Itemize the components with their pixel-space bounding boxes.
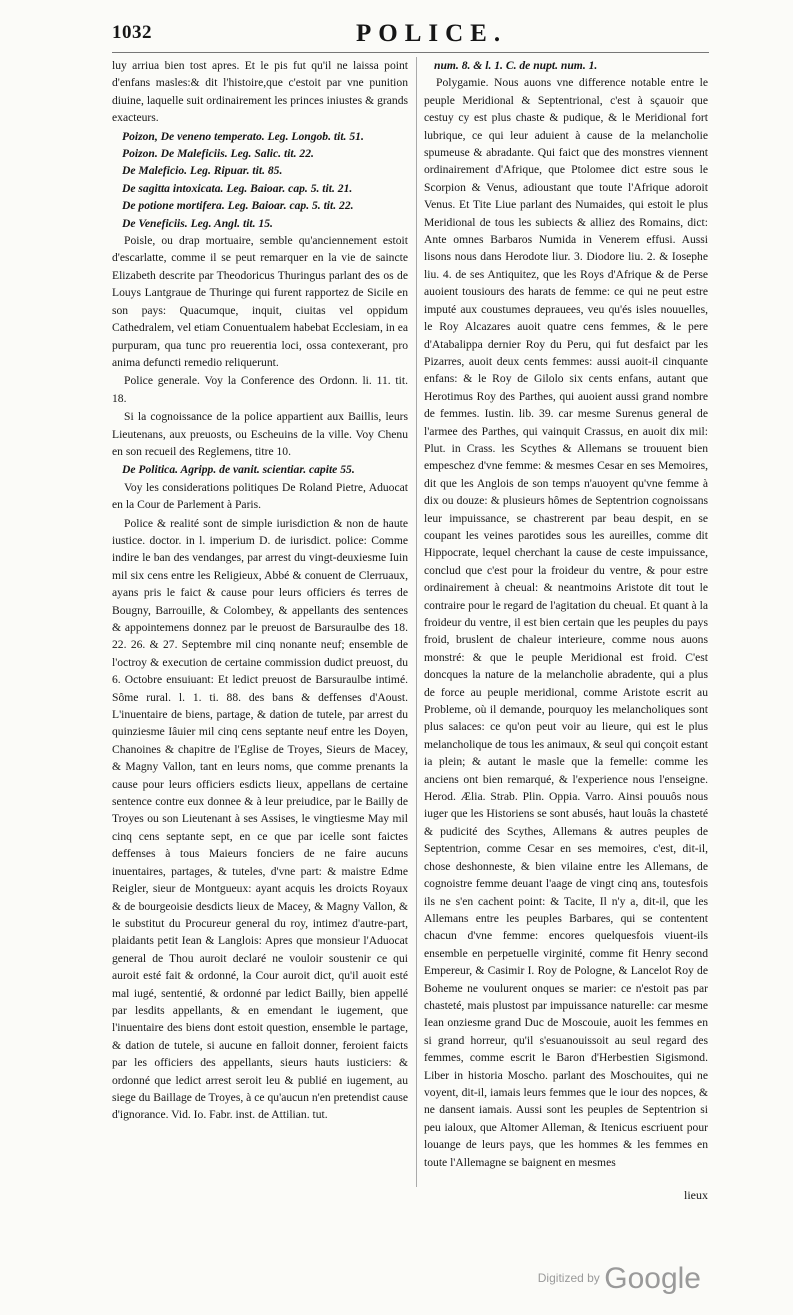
citation-line: Poizon, De veneno temperato. Leg. Longob. tit. 51. bbox=[122, 129, 364, 143]
citation-line: num. 8. & l. 1. C. de nupt. num. 1. bbox=[434, 59, 598, 72]
citation-line: De Politica. Agripp. de vanit. scientiar. capite 55. bbox=[122, 463, 355, 477]
digitized-by-label: Digitized by bbox=[537, 1271, 600, 1285]
paragraph: Si la cognoissance de la police appartient aux Baillis, leurs Lieutenans, aux preuosts, ou Escheuins de la ville. Voy Chenu en son recueil des Reglemens, titre 10. bbox=[112, 410, 408, 458]
catchword: lieux bbox=[684, 1188, 708, 1202]
paragraph: luy arriua bien tost apres. Et le pis fut qu'il ne laissa point d'enfans masles:& dit l'histoire,que c'estoit par vne punition diuine, laquelle suit ordinairement les princes iniustes & grands exacteurs. bbox=[112, 59, 408, 125]
right-column bbox=[424, 57, 708, 1172]
running-head: POLICE. bbox=[356, 20, 508, 47]
paragraph: Police generale. Voy la Conference des Ordonn. li. 11. tit. 18. bbox=[112, 374, 408, 405]
citation-line: De Veneficiis. Leg. Angl. tit. 15. bbox=[122, 216, 273, 230]
header-rule bbox=[112, 52, 709, 53]
google-logo: Google bbox=[604, 1262, 701, 1295]
citation-line: De Maleficio. Leg. Ripuar. tit. 85. bbox=[122, 164, 283, 178]
citation-line: De potione mortifera. Leg. Baioar. cap. 5. tit. 22. bbox=[122, 199, 354, 213]
paragraph: Polygamie. Nous auons vne difference notable entre le peuple Meridional & Septentrional, c'est à sçauoir que cestuy cy est plus chaste & pudique, & le Meridional fort lubrique, ce qui leur aduient à cause de la melancholie spumeuse & abradante. Qui faict que des monstres viennent ordinairement d'Afrique, que Ptolomee dict estre sous le Scorpion & Venus, adioustant que toute l'Afrique adoroit Venus. Et Tite Liue parlant des Numaides, qui estoit le plus Meridional de tous les subiects & alliez des Romains, dict: Ante omnes Barbaros Numida in Venerem effusi. Aussi lisons nous dans Herodote liur. 3. Diodore liu. 2. & Iosephe liu. 4. de ses Antiquitez, que les Roys d'Afrique & de Perse auoient tousiours des harats de femme: ce qui ne peut estre imputé aux coustumes deprauees, veu qu'és isles nouuelles, le Roy Alcazares auoit quatre cens femmes, & le pere d'Atabalippa dernier Roy du Peru, qui fut desfaict par les Pizarres, auoit deux cents femmes: aussi auoit-il cinquante enfans: & le Roy de Gilolo six cents enfans, autant que Herotimus Roy des Parthes, qui auoient aussi grand nombre de femmes. Iustin. lib. 39. car mesme Surenus general de l'armee des Parthes, qui vainquit Crassus, en auoit dix mil: Plut. in Crass. les Scythes & Allemans se trouuent bien empeschez d'vne femme: & mesmes Cesar en ses Memoires, dit que les Anglois de son temps n'auoyent qu'vne femme à dix ou douze: & plusieurs hômes de Septentrion cognoissans leur impuissance, se chastrerent par beau despit, en se coupant les veines parotides sous les aureilles, comme dit Hippocrate, lequel cherchant la cause de ceste impuissance, conclud que c'est pour la froideur du ventre, & pour estre ordinairement à cheual: & neantmoins Aristote dit tout le contraire pour le regard de l'agitation du cheual. Et quant à la froideur du ventre, il est bien certain que les peuples du pays froid, bruslent de chaleur interieure, comme nous auons monstré: & que le peuple Meridional est froid. C'est doncques la nature de la melancholie abradente, qui a plus de force au peuple meridional, comme Aristote escrit au Probleme, où il demande, pourquoy les melancholiques sont plus salaces: ce qu'on peut voir au lieure, qui est le plus melancholique de tous les animaux, & seul qui conçoit estant ia plein; & autant le masle que la femelle: comme les anciens ont bien remarqué, & l'experience nous l'enseigne. Herod. Ælia. Strab. Plin. Oppia. Varro. Ainsi pouuôs nous iuger que les Historiens se sont abusés, haut louâs la chasteté & pudicité des Scythes, Allemans & autres peuples de Septentrion, comme Cesar en ses memoires, c'est, dit-il, chose deshonneste, & bien vilaine entre les Allemans, de cognoistre femme deuant l'aage de vingt cinq ans, toutesfois ils ne s'en cachent point: & Tacite, Il n'y a, dit-il, que les Allemans entre les peuples Barbares, qui se contentent chacun d'vne femme: encores quelquesfois viuent-ils ensemble en perpetuelle virginité, comme fit Henry second Empereur, & Casimir I. Roy de Pologne, & Lancelot Roy de Boheme ne voulurent onques se marier: ce n'estoit pas par chasteté, mais plustost par impuissance naturelle: car mesme Iean onziesme grand Duc de Moscouie, auoit les femmes en si grand horreur, qu'il s'esuanouissoit au seul regard des femmes, comme escrit le Baron d'Herbestien Sigismond. Liber in historia Moscho. parlant des Moschouites, qui ne voyent, dit-il, iamais leurs femmes que le iour des nopces, & ne dansent iamais. Aussi sont les peuples de Septentrion si peu ialoux, que Altomer Alleman, & Itenicus escriuent pour louange de leurs pays, que les hommes & les femmes en toute l'Allemagne se baignent en mesmes bbox=[424, 76, 708, 1169]
paragraph: Poisle, ou drap mortuaire, semble qu'anciennement estoit d'escarlatte, comme il se peut remarquer en la vie de saincte Elizabeth descrite par Theodoricus Thuringus parlant des os de Louys Lantgraue de Thuringe qui furent rapportez de Sicile en son pays: Quacumque, inquit, ciuitas vel oppidum Cathedralem, vel etiam Conuentualem habebat Ecclesiam, in ea purpuram, qua tunc pro reuerentia loci, ossa contexerant, pro anima defuncti remedio reliquerunt. bbox=[112, 234, 408, 369]
page-number: 1032 bbox=[112, 22, 152, 43]
left-column bbox=[112, 57, 408, 1125]
citation-line: Poizon. De Maleficiis. Leg. Salic. tit. 22. bbox=[122, 147, 314, 161]
paragraph: Police & realité sont de simple iurisdiction & non de haute iustice. doctor. in l. imperium D. de iurisdict. police: Comme indire le ban des vendanges, par arrest du vingt-deuxiesme Iuin mil six cens entre les Religieux, Abbé & conuent de Clerruaux, ayans pris le faict & cause pour leurs officiers és terres de Bougny, Barrouille, & Colombey, & appellants des sentences & appointemens donnez par le preuost de Barsuraulbe des 18. 22. 26. & 27. Septembre mil cinq nonante neuf; ensemble de l'octroy & execution de certaine commission dudict preuost, du 6. Octobre ensuiuant: Et ledict preuost de Barsuraulbe intimé. Sôme rural. l. 1. ti. 88. des bans & deffenses d'Aoust. L'inuentaire de biens, partage, & dation de tutele, par arrest du quinziesme Iâuier mil cinq cens septante neuf entre les Doyen, Chanoines & chapitre de l'Eglise de Troyes, Sieurs de Macey, & Magny Vallon, tant en leurs noms, que comme prenants la cause pour leurs officiers esdicts lieux, appellans de certaine sentence contre eux donnee & à leur preiudice, par le Bailly de Troyes ou son Lieutenant à ses Assises, le vingtiesme May mil cinq cens septante sept, en ce que par icelle sont faictes deffenses à tous Maieurs fonciers de ne faire aucuns inuentaires, partages, & tuteles, d'vne part: & maistre Edme Reigler, sieur de Montgueux: ayant acquis les droicts Royaux & de bourgeoisie desdicts lieux de Macey, & Magny Vallon, & le substitut du Procureur general du roy, intimez d'autre-part, plaidants petit Iean & Langlois: Apres que monsieur l'Aduocat general de Thou auroit declaré ne vouloir soustenir ce qui auroit esté fait & ordonné, la Cour auroit dict, qu'il auoit esté mal iugé, sententié, & ordonné par ledict Bailly, bien appellé par lesdits appellants, & en emendant le iugement, que l'inuentaire des biens dont estoit question, ensemble le partage, & dation de tutele, si aucune en falloit donner, feroient faicts par les officiers des appellants, sieurs hauts iusticiers: & ordonné que ledict arrest seroit leu & publié en iugement, au siege du Baillage de Troyes, à ce qu'aucun n'en pretendist cause d'ignorance. Vid. Io. Fabr. inst. de Attilian. tut. bbox=[112, 516, 408, 1122]
digitized-by-watermark bbox=[538, 1262, 701, 1296]
paragraph: Voy les considerations politiques De Roland Pietre, Aduocat en la Cour de Parlement à Paris. bbox=[112, 480, 408, 512]
citation-line: De sagitta intoxicata. Leg. Baioar. cap. 5. tit. 21. bbox=[122, 181, 353, 195]
column-divider bbox=[416, 57, 417, 1187]
